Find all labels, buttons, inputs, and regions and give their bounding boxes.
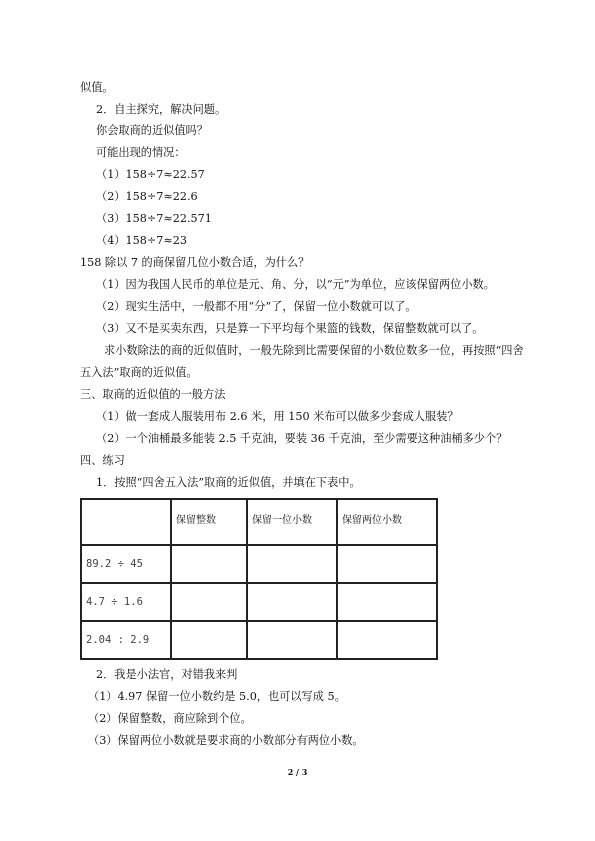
text-line: 可能出现的情况： <box>96 146 186 159</box>
list-item: （1）4.97 保留一位小数约是 5.0，也可以写成 5。 <box>88 690 346 703</box>
section-heading: 2．我是小法官，对错我来判 <box>96 668 238 681</box>
page-number: 2 / 3 <box>287 767 308 777</box>
row-label: 89.2 ÷ 45 <box>81 545 171 583</box>
table-cell[interactable] <box>247 545 337 583</box>
table-cell[interactable] <box>337 583 437 621</box>
table-header-cell <box>81 499 171 545</box>
text-line: 似值。 <box>80 81 114 94</box>
list-item: （2）一个油桶最多能装 2.5 千克油，要装 36 千克油，至少需要这种油桶多少个？ <box>96 432 508 445</box>
table-row <box>81 545 437 583</box>
table-cell[interactable] <box>171 621 247 659</box>
list-item: （4）158÷7≈23 <box>96 234 187 247</box>
list-item: （3）保留两位小数就是要求商的小数部分有两位小数。 <box>88 734 364 747</box>
table-row <box>81 621 437 659</box>
section-heading: 2．自主探究，解决问题。 <box>96 103 227 116</box>
table-row <box>81 583 437 621</box>
list-item: （2）现实生活中，一般都不用“分”了，保留一位小数就可以了。 <box>96 300 417 313</box>
list-item: （1）158÷7≈22.57 <box>96 168 205 181</box>
list-item: （1）因为我国人民币的单位是元、角、分，以“元”为单位，应该保留两位小数。 <box>96 278 495 291</box>
list-item: （1）做一套成人服装用布 2.6 米，用 150 米布可以做多少套成人服装？ <box>96 410 459 423</box>
exercise-table <box>80 498 438 660</box>
table-cell[interactable] <box>247 583 337 621</box>
table-cell[interactable] <box>337 621 437 659</box>
row-label: 4.7 ÷ 1.6 <box>81 583 171 621</box>
table-cell[interactable] <box>247 621 337 659</box>
section-heading: 四、练习 <box>80 454 125 467</box>
list-item: （3）158÷7≈22.571 <box>96 212 212 225</box>
table-header-cell: 保留一位小数 <box>247 499 337 545</box>
table-header-cell: 保留两位小数 <box>337 499 437 545</box>
list-item: （2）158÷7≈22.6 <box>96 190 198 203</box>
text-line: 158 除以 7 的商保留几位小数合适，为什么？ <box>80 256 310 269</box>
text-line: 五入法”取商的近似值。 <box>80 366 198 379</box>
table-cell[interactable] <box>171 545 247 583</box>
table-header-cell: 保留整数 <box>171 499 247 545</box>
table-header-row <box>81 499 437 545</box>
table-cell[interactable] <box>337 545 437 583</box>
text-line: 求小数除法的商的近似值时，一般先除到比需要保留的小数位数多一位，再按照“四舍 <box>104 344 524 357</box>
list-item: （3）又不是买卖东西，只是算一下平均每个果篮的钱数，保留整数就可以了。 <box>96 322 484 335</box>
table-cell[interactable] <box>171 583 247 621</box>
section-heading: 三、取商的近似值的一般方法 <box>80 388 226 401</box>
list-item: （2）保留整数，商应除到个位。 <box>88 712 252 725</box>
row-label: 2.04 : 2.9 <box>81 621 171 659</box>
text-line: 你会取商的近似值吗？ <box>96 124 208 137</box>
text-line: 1．按照“四舍五入法”取商的近似值，并填在下表中。 <box>96 476 361 489</box>
